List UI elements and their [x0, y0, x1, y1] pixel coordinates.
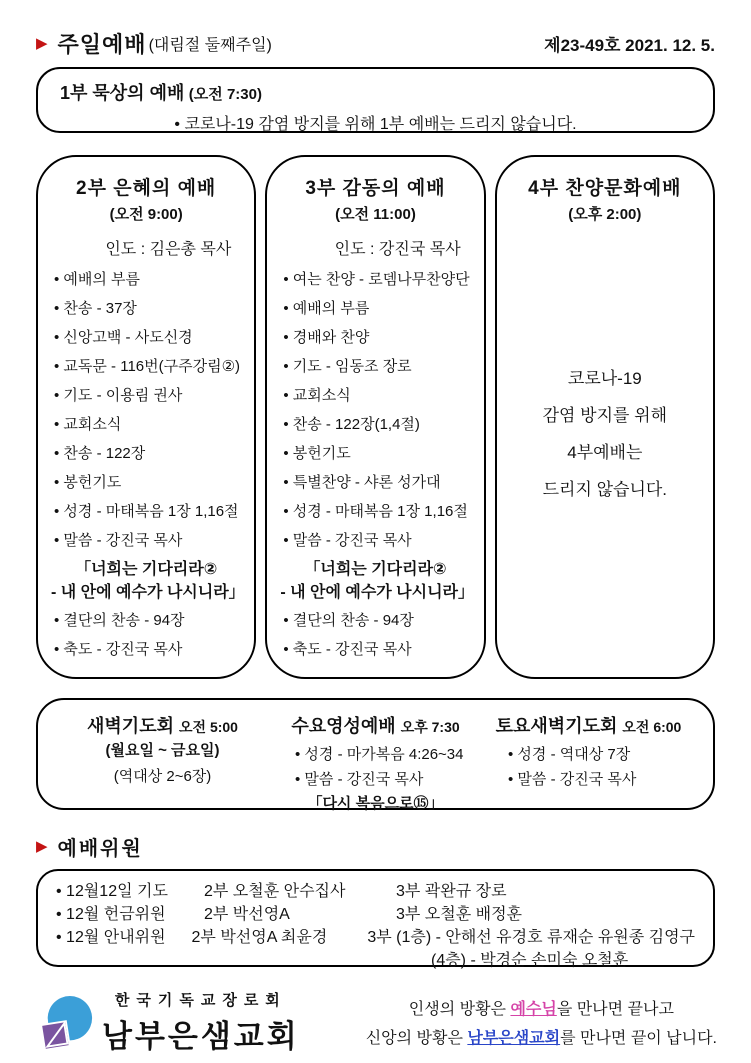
dawn-days: (월요일 ~ 금요일)	[105, 742, 220, 759]
service4-box	[495, 155, 715, 679]
church-logo-icon	[40, 995, 94, 1051]
list-item: • 신앙고백 - 사도신경	[54, 329, 193, 346]
list-item: • 결단의 찬송 - 94장	[54, 612, 185, 629]
service2-leader: 인도 : 김은총 목사	[105, 241, 232, 258]
committee-col2	[204, 949, 396, 972]
dawn-prayer-column	[56, 712, 269, 800]
saturday-title	[482, 712, 695, 738]
committee-col3: 3부 곽완규 장로	[396, 883, 507, 900]
wednesday-title-text: 수요영성예배	[291, 716, 396, 736]
dawn-scripture: (역대상 2~6장)	[113, 768, 212, 785]
list-item: 감염 방지를 위해	[542, 406, 668, 425]
committee-row	[56, 903, 695, 926]
slogan-line2	[366, 1024, 717, 1053]
page-title: 주일예배	[57, 32, 147, 57]
red-triangle-icon: ▶	[36, 838, 48, 855]
service3-closing-list	[280, 606, 470, 664]
list-item: • 교독문 - 116번(구주강림②)	[54, 358, 241, 375]
sunday-worship-header	[36, 28, 715, 59]
list-item: • 축도 - 강진국 목사	[283, 641, 412, 658]
church-logo-block	[40, 989, 300, 1056]
red-triangle-icon: ▶	[36, 35, 48, 52]
denomination-name: 한국기독교장로회	[114, 992, 287, 1009]
list-item: • 성경 - 마태복음 1장 1,16절	[54, 503, 239, 520]
list-item: • 특별찬양 - 샤론 성가대	[283, 474, 441, 491]
sermon-line1: 「너희는 기다리라②	[304, 561, 447, 578]
service3-box	[265, 155, 485, 679]
list-item: • 결단의 찬송 - 94장	[283, 612, 414, 629]
slogan2-pre: 신앙의 방황은	[365, 1030, 468, 1047]
list-item: • 찬송 - 122장	[54, 445, 146, 462]
wednesday-time-text: 오후 7:30	[400, 719, 460, 735]
service3-time: (오전 11:00)	[335, 206, 416, 223]
issue-number-date: 제23-49호 2021. 12. 5.	[544, 36, 715, 55]
list-item: • 경배와 찬양	[283, 329, 370, 346]
slogan2-post: 를 만나면 끝이 납니다.	[560, 1030, 717, 1047]
list-item: • 예배의 부름	[283, 300, 370, 317]
slogan1-highlight: 예수님	[510, 1001, 557, 1018]
saturday-dawn-column	[482, 712, 695, 800]
service3-order-list	[280, 265, 470, 555]
slogan1-post: 을 만나면 끝나고	[556, 1001, 674, 1018]
list-item: 4부예배는	[567, 443, 643, 462]
service3-sermon-title	[280, 558, 474, 604]
service2-closing-list	[51, 606, 241, 664]
church-name: 남부은샘교회	[102, 1019, 300, 1054]
list-item: • 성경 - 역대상 7장	[508, 746, 631, 763]
committee-label: • 12월 헌금위원	[56, 906, 166, 923]
service2-sermon-title	[51, 558, 245, 604]
service2-box	[36, 155, 256, 679]
service2-title: 2부 은혜의 예배	[76, 178, 217, 199]
service2-time: (오전 9:00)	[109, 206, 183, 223]
saturday-title-text: 토요새벽기도회	[495, 716, 618, 736]
list-item: • 찬송 - 122장(1,4절)	[283, 416, 420, 433]
service1-notice: • 코로나-19 감염 방지를 위해 1부 예배는 드리지 않습니다.	[174, 116, 577, 133]
list-item: • 성경 - 마가복음 4:26~34	[295, 746, 464, 763]
committee-col3: 3부 (1층) - 안해선 유경호 류재순 유원종 김영구	[367, 929, 695, 946]
list-item: • 축도 - 강진국 목사	[54, 641, 183, 658]
list-item: • 말씀 - 강진국 목사	[54, 532, 183, 549]
footer	[40, 989, 731, 1056]
wednesday-list	[295, 742, 482, 792]
committee-title: 예배위원	[57, 838, 143, 860]
sermon-line2: - 내 안에 예수가 나시니라」	[51, 584, 245, 601]
list-item: • 봉헌기도	[54, 474, 122, 491]
sermon-line1: 「너희는 기다리라②	[75, 561, 218, 578]
dawn-time-text: 오전 5:00	[179, 719, 238, 735]
list-item: • 봉헌기도	[283, 445, 351, 462]
committee-col2: 2부 박선영A 최윤경	[191, 929, 328, 946]
wednesday-service-column	[269, 712, 482, 812]
list-item: • 교회소식	[54, 416, 122, 433]
sermon-line2: - 내 안에 예수가 나시니라」	[280, 584, 474, 601]
service4-title: 4부 찬양문화예배	[528, 178, 682, 199]
service3-leader: 인도 : 강진국 목사	[334, 241, 461, 258]
church-slogan	[366, 995, 717, 1053]
slogan2-highlight: 남부은샘교회	[467, 1030, 561, 1047]
list-item: • 기도 - 임동조 장로	[283, 358, 412, 375]
wednesday-sermon: 「다시 복음으로⑮」	[307, 795, 444, 812]
list-item: 드리지 않습니다.	[542, 480, 668, 499]
service4-time: (오후 2:00)	[568, 206, 642, 223]
list-item: 코로나-19	[567, 369, 642, 388]
service1-box	[36, 67, 715, 133]
service4-notice	[510, 360, 700, 508]
saturday-time-text: 오전 6:00	[622, 719, 682, 735]
service3-title: 3부 감동의 예배	[305, 178, 446, 199]
list-item: • 말씀 - 강진국 목사	[295, 771, 424, 788]
committee-row	[56, 949, 695, 972]
committee-row	[56, 926, 695, 949]
slogan-line1	[366, 995, 717, 1024]
committee-col2: 2부 박선영A	[204, 906, 290, 923]
committee-label	[56, 949, 204, 972]
list-item: • 말씀 - 강진국 목사	[508, 771, 637, 788]
list-item: • 교회소식	[283, 387, 351, 404]
service1-time: (오전 7:30)	[188, 86, 262, 103]
committee-header	[36, 832, 715, 861]
committee-col3: (4층) - 박경순 손미숙 오철훈	[431, 952, 629, 969]
service1-title: 1부 묵상의 예배	[60, 83, 185, 103]
committee-col2: 2부 오철훈 안수집사	[204, 883, 346, 900]
list-item: • 말씀 - 강진국 목사	[283, 532, 412, 549]
dawn-title-text: 새벽기도회	[87, 716, 174, 736]
wednesday-title	[269, 712, 482, 738]
committee-label: • 12월12일 기도	[56, 883, 168, 900]
service-columns	[36, 155, 715, 679]
service2-order-list	[51, 265, 241, 555]
weekday-schedule-box	[36, 698, 715, 810]
saturday-list	[508, 742, 695, 792]
service1-title-row	[60, 79, 691, 105]
list-item: • 예배의 부름	[54, 271, 141, 288]
list-item: • 기도 - 이용림 권사	[54, 387, 183, 404]
slogan1-pre: 인생의 방황은	[408, 1001, 511, 1018]
page-subtitle: (대림절 둘째주일)	[148, 37, 272, 54]
list-item: • 찬송 - 37장	[54, 300, 137, 317]
committee-label: • 12월 안내위원	[56, 929, 166, 946]
committee-row	[56, 880, 695, 903]
church-logo-texts	[102, 989, 300, 1056]
committee-box	[36, 869, 715, 967]
list-item: • 여는 찬양 - 로뎀나무찬양단	[283, 271, 470, 288]
committee-col3: 3부 오철훈 배정훈	[396, 906, 522, 923]
dawn-prayer-title	[56, 712, 269, 738]
list-item: • 성경 - 마태복음 1장 1,16절	[283, 503, 468, 520]
